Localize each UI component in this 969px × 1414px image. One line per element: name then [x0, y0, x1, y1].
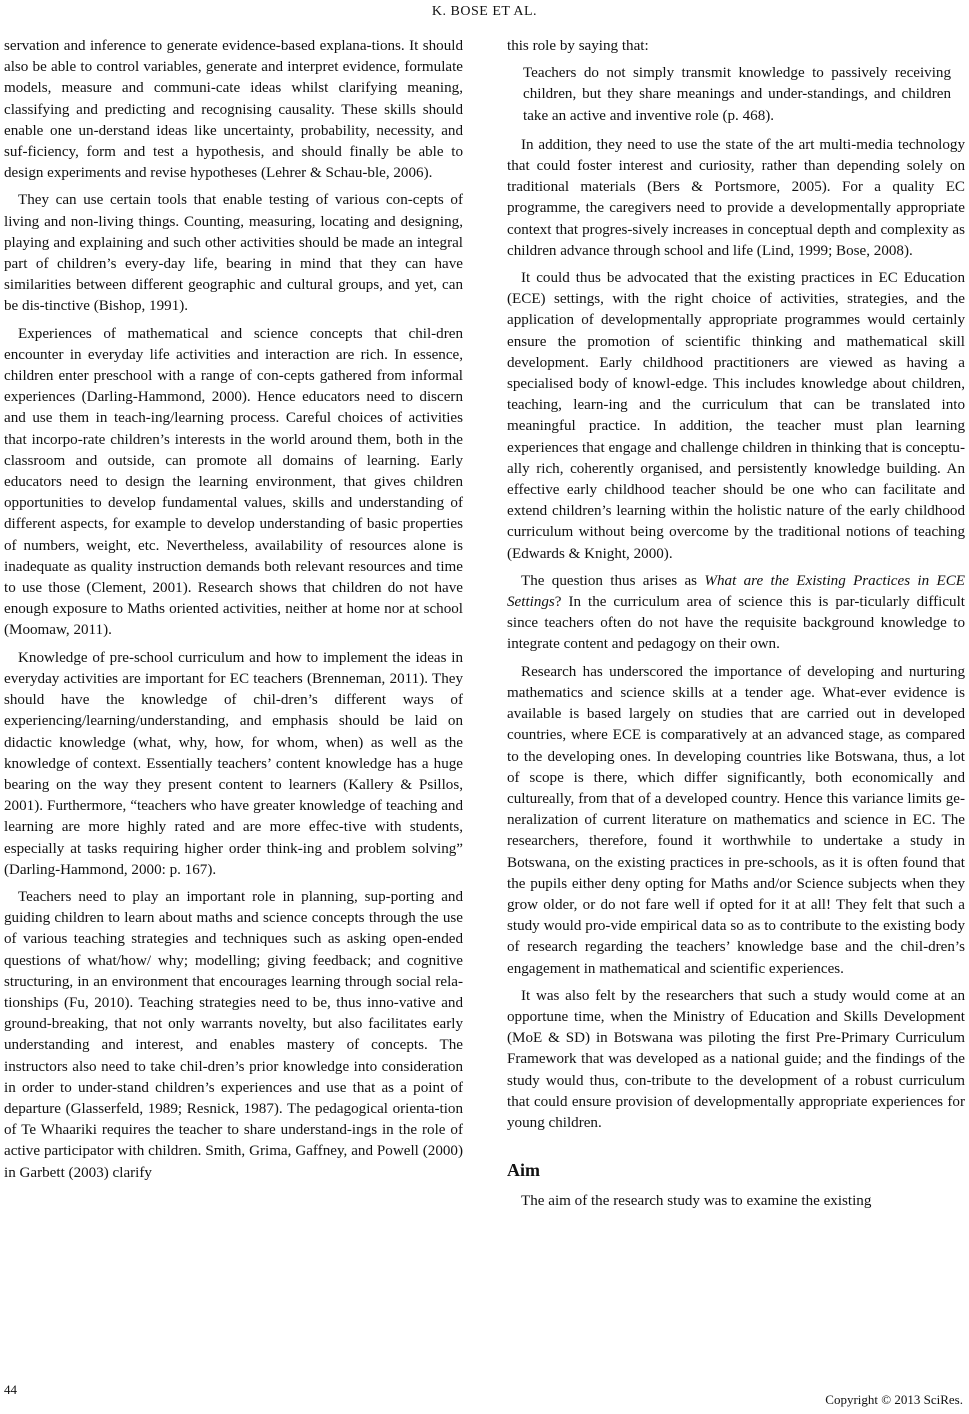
paragraph: It was also felt by the researchers that such a study would come at an opportune time, when the Ministry of Education and Skills Development (MoE & SD) in Botswana was piloting the first Pre-Primary Curriculum Framework that was developed as a national guide; and the findings of the study would thus, con-tribute to the development of a robust curriculum that could ensure provision of developmentally appropriate experiences for young children. — [507, 987, 965, 1131]
paragraph: Experiences of mathematical and science concepts that chil-dren encounter in everyday life activities and interaction are rich. In essence, children enter preschool with a range of con-cepts gathered from informal experiences (Darling-Hammond, 2000). Hence educators need to discern and use them in teach-ing/learning process. Careful choices of activities that incorpo-rate children’s interests in the world around them, both in the classroom and outside, can promote all domains of learning. Early educators need to design the learning environment, that gives children opportunities to develop fundamental values, skills and understanding of different aspects, for example to develop understanding of basic properties of numbers, weight, etc. Nevertheless, availability of resources alone is inadequate as quality instruction demands both relevant resources and time to use those (Clement, 2001). Research shows that children do not have enough exposure to Maths oriented activities, neither at home nor at school (Moomaw, 2011). — [4, 325, 463, 639]
paragraph: It could thus be advocated that the existing practices in EC Education (ECE) settings, with the right choice of activities, strategies, and the application of developmentally appropriate programmes would certainly ensure the promotion of scientific thinking and mathematical skill development. Early childhood practitioners are viewed as having a specialised body of knowl-edge. This includes knowledge about children, teaching, learn-ing and the curriculum that can be translated into meaningful practice. In addition, the teacher must plan learning experiences that engage and challenge children in thinking that is conceptu-ally rich, coherently organised, and persistently knowledge building. An effective early childhood teacher should be one who can facilitate and extend children’s learning within the holistic nature of the early childhood curriculum without being overcome by the traditional notions of teaching (Edwards & Knight, 2000). — [507, 270, 965, 562]
paragraph: They can use certain tools that enable testing of various con-cepts of living and non-living things. Counting, measuring, locating and designing, playing and explaining and such other activities should be made an integral part of children’s every-day life, bearing in mind that they can have similarities between different geographic and cultural groups, and yet, can be dis-tinctive (Bishop, 1991). — [4, 192, 463, 315]
page-number: 44 — [4, 1382, 17, 1397]
paragraph: Teachers need to play an important role in planning, sup-porting and guiding children to learn about maths and science concepts through the use of various teaching strategies and techniques such as asking open-ended questions of what/how/ why; modelling; giving feedback; and cognitive structuring, in an environment that encourages learning through social rela-tionships (Fu, 2010). Teaching strategies need to be, thus inno-vative and ground-breaking, that not only warrants novelty, but also facilitates early understanding and interest, and enables mastery of concepts. The instructors also need to take chil-dren’s prior knowledge into consideration in order to under-stand children’s experiences and use that as a point of departure (Glasserfeld, 1989; Resnick, 1987). The pedagogical orienta-tion of Te Whaariki requires the teacher to share understand-ings in the role of active participator with children. Smith, Grima, Gaffney, and Powell (2000) in Garbett (2003) clarify — [4, 888, 463, 1181]
text-run: ? In the curriculum area of science this is par-ticularly difficult since teachers often do not have the requisite background knowledge to integrate content and pedagogy on their own. — [507, 594, 965, 653]
section-heading-aim: Aim — [507, 1160, 540, 1181]
italic-question: What are the Existing Practices in ECE Settings — [507, 572, 965, 611]
paragraph: In addition, they need to use the state of the art multi-media technology that could foster interest and curiosity, rather than depending solely on traditional materials (Bers & Portsmore, 2005). For a quality EC programme, the caregivers need to provide a developmentally appropriate context that progres-sively increases in conceptual depth and complexity as children advance through school and life (Lind, 1999; Bose, 2008). — [507, 136, 965, 259]
paragraph: The aim of the research study was to examine the existing — [521, 1193, 872, 1210]
paragraph: servation and inference to generate evidence-based explana-tions. It should also be able to control variables, generate and interpret evidence, formulate models, measure and communi-cate ideas whilst clarifying meaning, classifying and predicting and recognising causality. These skills should enable one un-derstand ideas like uncertainty, probability, necessity, and suf-ficiency, form and test a hypothesis, and should finally be able to design experiments and revise hypotheses (Lehrer & Schau-ble, 2006). — [4, 38, 463, 182]
paragraph: this role by saying that: — [507, 38, 649, 54]
paragraph — [507, 571, 965, 656]
running-head: K. BOSE ET AL. — [431, 4, 538, 19]
copyright-notice: Copyright © 2013 SciRes. — [825, 1392, 963, 1407]
left-column — [4, 36, 463, 1190]
block-quote: Teachers do not simply transmit knowledge to passively receiving children, but they share meanings and under-standings, and children take an active and inventive role (p. 468). — [523, 65, 951, 124]
text-run: The question thus arises as — [521, 572, 705, 589]
paragraph: Research has underscored the importance of developing and nurturing mathematics and science skills at a tender age. What-ever evidence is available is based largely on studies that are carried out in developed countries, where ECE is comparatively at an advanced stage, as compared to the developing ones. In developing countries like Botswana, thus, a lot of scope is there, which differ significantly, both economically and cultureally, from that of a developed country. Hence this variance limits ge-neralization of current literature on mathematics and science in EC. The researchers, therefore, found it worthwhile to undertake a study in Botswana, on the existing practices in pre-schools, as it is often found that the pupils either deny opting for Maths and/or Science subjects when they grow older, or do not fare well if opted for it at all! They felt that such a study would pro-vide empirical data so as to contribute to the existing body of research regarding the teachers’ knowledge base and the chil-dren’s engagement in mathematical and scientific experiences. — [507, 663, 965, 977]
paragraph: Knowledge of pre-school curriculum and how to implement the ideas in everyday activities are important for EC teachers (Brenneman, 2011). They should have the knowledge of chil-dren’s different ways of experiencing/learning/understanding, and emphasis should be laid on didactic knowledge (what, why, how, for whom, when) as well as the knowledge of context. Essentially teachers’ content knowledge has a huge bearing on the way they present content to learners (Kallery & Psillos, 2001). Furthermore, “teachers who have greater knowledge of teaching and learning are more highly rated and are more effec-tive with students, especially at tasks requiring higher order think-ing and problem solving” (Darling-Hammond, 2000: p. 167). — [4, 649, 463, 878]
right-column — [507, 36, 965, 1219]
